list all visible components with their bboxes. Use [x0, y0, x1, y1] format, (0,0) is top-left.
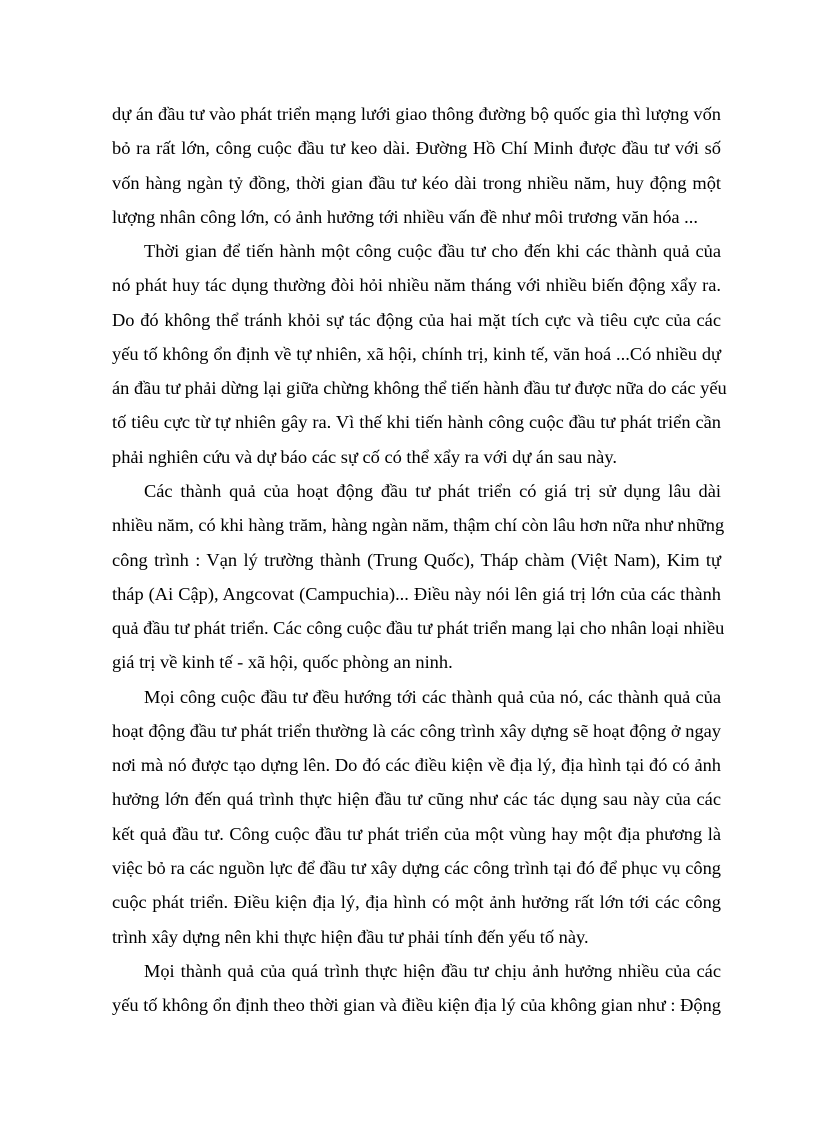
- paragraph-1-line-3: vốn hàng ngàn tỷ đồng, thời gian đầu tư kéo dài trong nhiều năm, huy động một: [112, 173, 721, 193]
- paragraph-2-line-4: yếu tố không ổn định về tự nhiên, xã hội, chính trị, kinh tế, văn hoá ...Có nhiều dự: [112, 344, 721, 364]
- paragraph-5-line-1: Mọi thành quả của quá trình thực hiện đầu tư chịu ảnh hưởng nhiều của các: [144, 961, 721, 981]
- paragraph-2-line-5: án đầu tư phải dừng lại giữa chừng không thể tiến hành đầu tư được nữa do các yếu: [112, 378, 727, 398]
- paragraph-4-line-1: Mọi công cuộc đầu tư đều hướng tới các thành quả của nó, các thành quả của: [144, 687, 721, 707]
- paragraph-4-line-3: nơi mà nó được tạo dựng lên. Do đó các điều kiện về địa lý, địa hình tại đó có ảnh: [112, 755, 721, 775]
- paragraph-1-line-2: bỏ ra rất lớn, công cuộc đầu tư keo dài. Đường Hồ Chí Minh được đầu tư với số: [112, 138, 721, 158]
- paragraph-1-line-4: lượng nhân công lớn, có ảnh hưởng tới nhiều vấn đề như môi trương văn hóa ...: [112, 207, 698, 227]
- paragraph-4-line-4: hưởng lớn đến quá trình thực hiện đầu tư cũng như các tác dụng sau này của các: [112, 789, 721, 809]
- paragraph-2-line-7: phải nghiên cứu và dự báo các sự cố có thể xẩy ra với dự án sau này.: [112, 447, 617, 467]
- paragraph-2-line-6: tố tiêu cực từ tự nhiên gây ra. Vì thế khi tiến hành công cuộc đầu tư phát triển cần: [112, 412, 721, 432]
- paragraph-1-line-1: dự án đầu tư vào phát triển mạng lưới giao thông đường bộ quốc gia thì lượng vốn: [112, 104, 721, 124]
- paragraph-4-line-7: cuộc phát triển. Điều kiện địa lý, địa hình có một ảnh hưởng rất lớn tới các công: [112, 892, 721, 912]
- paragraph-5-line-2: yếu tố không ổn định theo thời gian và điều kiện địa lý của không gian như : Động: [112, 995, 721, 1015]
- paragraph-3-line-6: giá trị về kinh tế - xã hội, quốc phòng an ninh.: [112, 652, 453, 672]
- paragraph-2-line-1: Thời gian để tiến hành một công cuộc đầu tư cho đến khi các thành quả của: [144, 241, 721, 261]
- paragraph-3-line-1: Các thành quả của hoạt động đầu tư phát triển có giá trị sử dụng lâu dài: [144, 481, 721, 501]
- paragraph-4-line-6: việc bỏ ra các nguồn lực để đầu tư xây dựng các công trình tại đó để phục vụ công: [112, 858, 721, 878]
- paragraph-4-line-2: hoạt động đầu tư phát triển thường là các công trình xây dựng sẽ hoạt động ở ngay: [112, 721, 721, 741]
- paragraph-2-line-3: Do đó không thể tránh khỏi sự tác động của hai mặt tích cực và tiêu cực của các: [112, 310, 721, 330]
- paragraph-3-line-4: tháp (Ai Cập), Angcovat (Campuchia)... Điều này nói lên giá trị lớn của các thành: [112, 584, 721, 604]
- paragraph-3-line-2: nhiều năm, có khi hàng trăm, hàng ngàn năm, thậm chí còn lâu hơn nữa như những: [112, 515, 725, 535]
- paragraph-4-line-5: kết quả đầu tư. Công cuộc đầu tư phát triển của một vùng hay một địa phương là: [112, 824, 721, 844]
- paragraph-3-line-3: công trình : Vạn lý trường thành (Trung Quốc), Tháp chàm (Việt Nam), Kim tự: [112, 550, 721, 570]
- paragraph-4-line-8: trình xây dựng nên khi thực hiện đầu tư phải tính đến yếu tố này.: [112, 927, 589, 947]
- paragraph-3-line-5: quả đầu tư phát triển. Các công cuộc đầu tư phát triển mang lại cho nhân loại nhiều: [112, 618, 725, 638]
- paragraph-2-line-2: nó phát huy tác dụng thường đòi hỏi nhiều năm tháng với nhiều biến động xẩy ra.: [112, 275, 721, 295]
